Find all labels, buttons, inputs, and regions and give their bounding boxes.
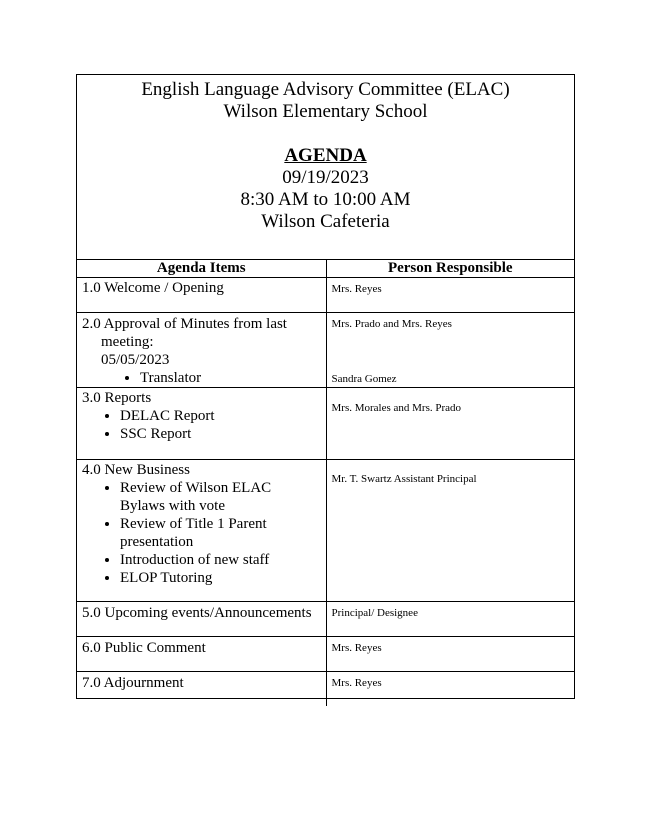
table-row bbox=[77, 388, 574, 460]
table-row bbox=[77, 278, 574, 313]
agenda-item-cell bbox=[77, 460, 326, 602]
person-cell bbox=[326, 637, 574, 672]
agenda-item-reports-title: 3.0 Reports bbox=[82, 390, 152, 406]
person-cell bbox=[326, 460, 574, 602]
list-item: • Review of Title 1 Parent presentation bbox=[120, 515, 281, 551]
meeting-time: 8:30 AM to 10:00 AM bbox=[240, 189, 411, 210]
table-row bbox=[77, 602, 574, 637]
table-row bbox=[77, 313, 574, 388]
agenda-item-cell bbox=[77, 278, 326, 313]
agenda-item-upcoming-events: 5.0 Upcoming events/Announcements bbox=[82, 605, 312, 621]
sub-item-list bbox=[82, 407, 321, 443]
agenda-item-cell bbox=[77, 672, 326, 706]
person-responsible: Mrs. Reyes bbox=[331, 283, 382, 295]
agenda-item-cell bbox=[77, 637, 326, 672]
table-row bbox=[77, 637, 574, 672]
person-cell bbox=[326, 672, 574, 706]
sub-item-list bbox=[82, 479, 321, 587]
list-item: • DELAC Report bbox=[120, 407, 321, 425]
person-responsible: Mr. T. Swartz Assistant Principal bbox=[331, 473, 477, 485]
person-cell bbox=[326, 388, 574, 460]
person-cell bbox=[326, 278, 574, 313]
agenda-item-approval-title: 2.0 Approval of Minutes from last bbox=[82, 316, 287, 332]
agenda-item-public-comment: 6.0 Public Comment bbox=[82, 640, 206, 656]
agenda-item-approval-cont: meeting: bbox=[101, 334, 154, 350]
list-item: • ELOP Tutoring bbox=[120, 569, 281, 587]
agenda-item-cell bbox=[77, 388, 326, 460]
agenda-item-welcome: 1.0 Welcome / Opening bbox=[82, 280, 224, 296]
agenda-header bbox=[77, 75, 574, 260]
list-item: • Introduction of new staff bbox=[120, 551, 281, 569]
column-header-person-responsible: Person Responsible bbox=[326, 260, 574, 278]
person-responsible-translator: Sandra Gomez bbox=[331, 373, 397, 385]
person-responsible: Principal/ Designee bbox=[331, 607, 418, 619]
agenda-item-new-business bbox=[77, 460, 326, 587]
sub-item-list bbox=[82, 369, 321, 387]
person-cell bbox=[326, 313, 574, 388]
column-header-agenda-items: Agenda Items bbox=[77, 260, 326, 278]
agenda-heading: AGENDA bbox=[284, 145, 367, 166]
agenda-table bbox=[77, 260, 574, 706]
table-row bbox=[77, 672, 574, 706]
list-item: • Translator bbox=[140, 369, 321, 387]
agenda-item-approval bbox=[77, 313, 326, 387]
committee-title: English Language Advisory Committee (ELAC) bbox=[141, 79, 510, 100]
meeting-location: Wilson Cafeteria bbox=[261, 211, 390, 232]
person-responsible: Mrs. Reyes bbox=[331, 642, 382, 654]
school-name: Wilson Elementary School bbox=[223, 101, 428, 122]
person-cell bbox=[326, 602, 574, 637]
list-item: • SSC Report bbox=[120, 425, 321, 443]
agenda-item-adjournment: 7.0 Adjournment bbox=[82, 675, 184, 691]
person-responsible: Mrs. Reyes bbox=[331, 677, 382, 689]
table-header-row bbox=[77, 260, 574, 278]
table-row bbox=[77, 460, 574, 602]
minutes-date: 05/05/2023 bbox=[101, 352, 170, 368]
agenda-document bbox=[76, 74, 575, 699]
agenda-item-cell bbox=[77, 313, 326, 388]
meeting-date: 09/19/2023 bbox=[282, 167, 369, 188]
person-responsible: Mrs. Morales and Mrs. Prado bbox=[331, 402, 462, 414]
agenda-item-cell bbox=[77, 602, 326, 637]
person-responsible: Mrs. Prado and Mrs. Reyes bbox=[331, 318, 452, 330]
list-item: • Review of Wilson ELAC Bylaws with vote bbox=[120, 479, 281, 515]
agenda-item-reports bbox=[77, 388, 326, 443]
agenda-item-new-business-title: 4.0 New Business bbox=[82, 462, 190, 478]
